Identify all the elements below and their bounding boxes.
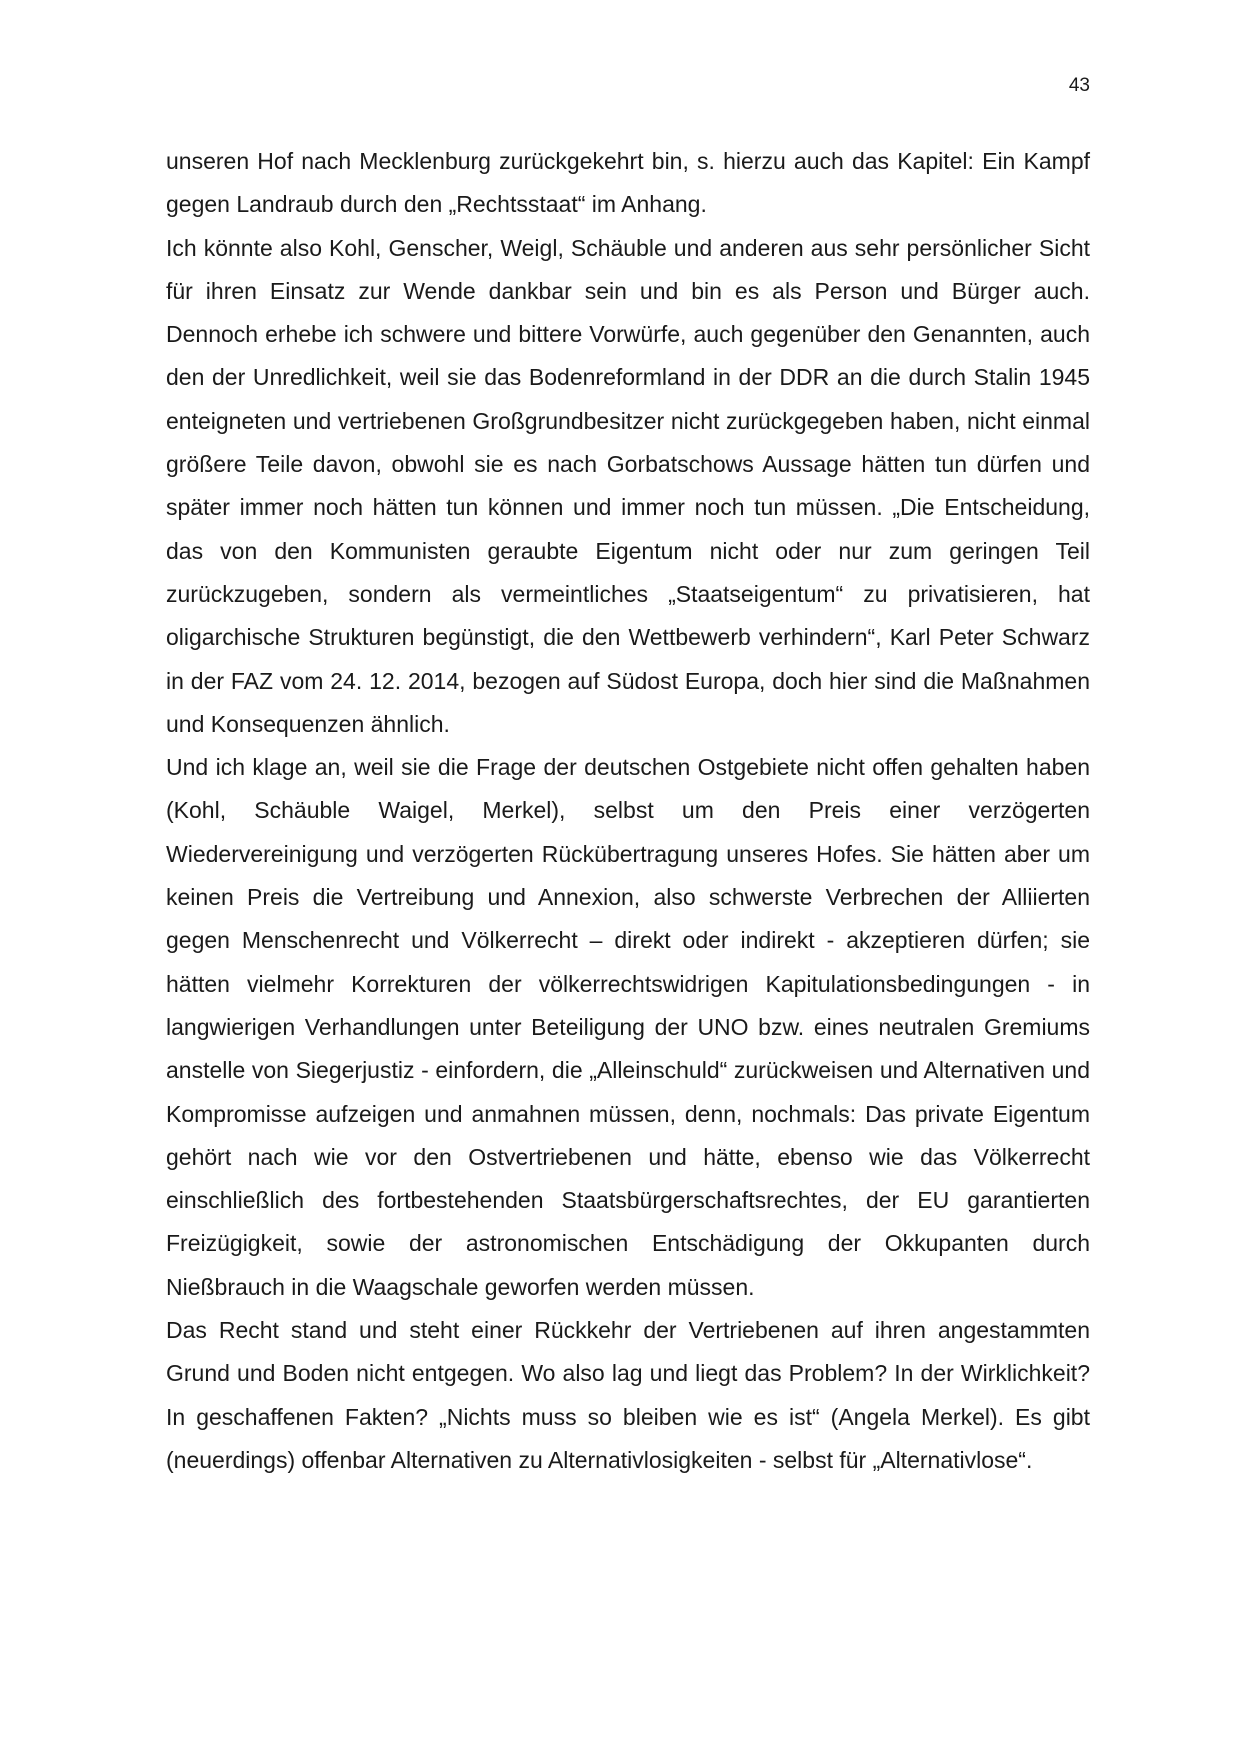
paragraph-2: Ich könnte also Kohl, Genscher, Weigl, Schäuble und anderen aus sehr persönlicher Sicht für ihren Einsatz zur Wende dankbar sein und bin es als Person und Bürger auch. Dennoch erhebe ich schwere und bittere Vorwürfe, auch gegenüber den Genannten, auch den der Unredlichkeit, weil sie das Bodenreformland in der DDR an die durch Stalin 1945 enteigneten und vertriebenen Großgrundbesitzer nicht zurückgegeben haben, nicht einmal größere Teile davon, obwohl sie es nach Gorbatschows Aussage hätten tun dürfen und später immer noch hätten tun können und immer noch tun müssen. „Die Entscheidung, das von den Kommunisten geraubte Eigentum nicht oder nur zum geringen Teil zurückzugeben, sondern als vermeintliches „Staatseigentum“ zu privatisieren, hat oligarchische Strukturen begünstigt, die den Wettbewerb verhindern“, Karl Peter Schwarz in der FAZ vom 24. 12. 2014, bezogen auf Südost Europa, doch hier sind die Maßnahmen und Konsequenzen ähnlich. [166, 234, 1090, 737]
paragraph-3: Und ich klage an, weil sie die Frage der deutschen Ostgebiete nicht offen gehalten haben (Kohl, Schäuble Waigel, Merkel), selbst um den Preis einer verzögerten Wiedervereinigung und verzögerten Rückübertragung unseres Hofes. Sie hätten aber um keinen Preis die Vertreibung und Annexion, also schwerste Verbrechen der Alliierten gegen Menschenrecht und Völkerrecht – direkt oder indirekt - akzeptieren dürfen; sie hätten vielmehr Korrekturen der völkerrechtswidrigen Kapitulationsbedingungen - in langwierigen Verhandlungen unter Beteiligung der UNO bzw. eines neutralen Gremiums anstelle von Siegerjustiz - einfordern, die „Alleinschuld“ zurückweisen und Alternativen und Kompromisse aufzeigen und anmahnen müssen, denn, nochmals: Das private Eigentum gehört nach wie vor den Ostvertriebenen und hätte, ebenso wie das Völkerrecht einschließlich des fortbestehenden Staatsbürgerschaftsrechtes, der EU garantierten Freizügigkeit, sowie der astronomischen Entschädigung der Okkupanten durch Nießbrauch in die Waagschale geworfen werden müssen. [166, 754, 1090, 1300]
paragraph-4: Das Recht stand und steht einer Rückkehr der Vertriebenen auf ihren angestammten Grund und Boden nicht entgegen. Wo also lag und liegt das Problem? In der Wirklichkeit? In geschaffenen Fakten? „Nichts muss so bleiben wie es ist“ (Angela Merkel). Es gibt (neuerdings) offenbar Alternativen zu Alternativlosigkeiten - selbst für „Alternativlose“. [166, 1317, 1090, 1473]
body-text [166, 140, 1090, 1482]
paragraph-1: unseren Hof nach Mecklenburg zurückgekehrt bin, s. hierzu auch das Kapitel: Ein Kampf gegen Landraub durch den „Rechtsstaat“ im Anhang. [166, 148, 1090, 218]
page-number: 43 [1068, 75, 1090, 96]
